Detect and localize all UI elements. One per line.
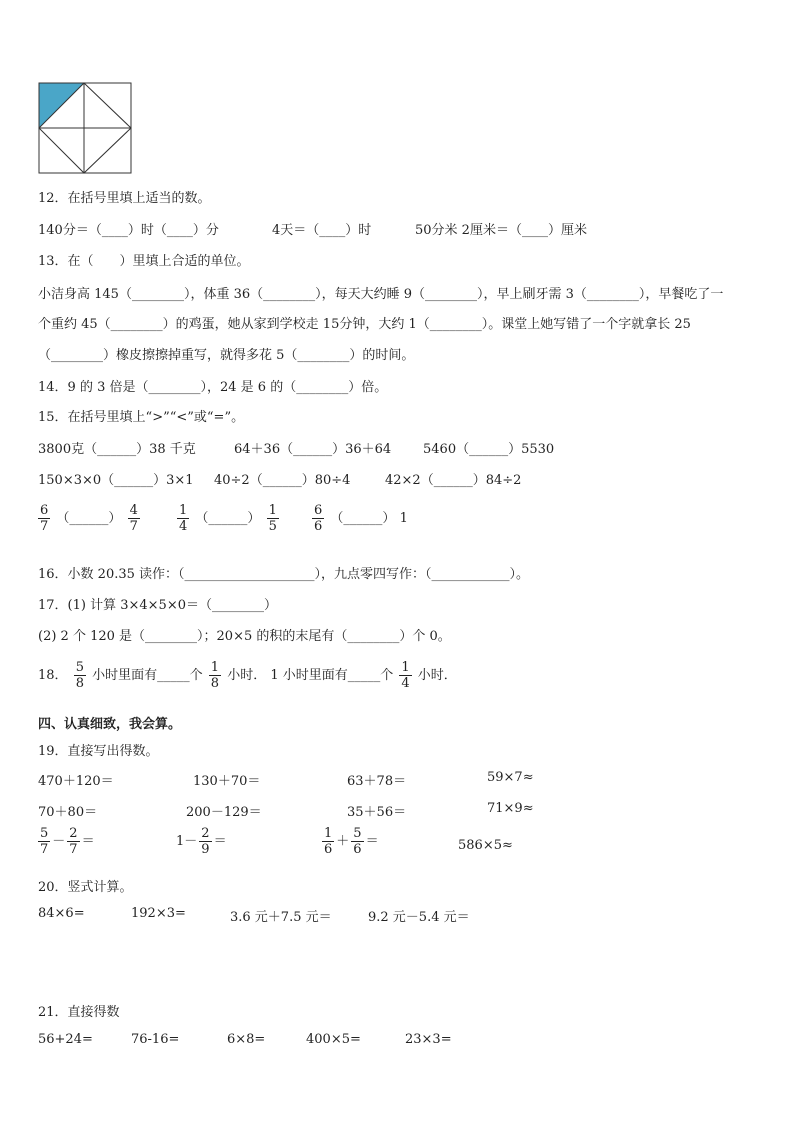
q20-calc-4[interactable]: 9.2 元－5.4 元＝: [368, 910, 470, 925]
q20-title: 20．竖式计算。: [38, 880, 133, 895]
q20-calc-1[interactable]: 84×6=: [38, 906, 85, 921]
q12-blank-1[interactable]: 140分＝（____）时（____）分: [38, 223, 219, 238]
q14-text[interactable]: 14．9 的 3 倍是（________），24 是 6 的（________）倍。: [38, 380, 388, 395]
q17-line-1[interactable]: 17．(1) 计算 3×4×5×0＝（________）: [38, 598, 277, 613]
q19-calc-3[interactable]: 63＋78＝: [347, 774, 407, 789]
q19-calc-10[interactable]: 1－ $\frac{2}{9}$ ＝: [176, 826, 227, 857]
q12-title: 12．在括号里填上适当的数。: [38, 191, 211, 206]
q15-compare-2[interactable]: 64＋36（______）36＋64: [234, 442, 392, 457]
q15-compare-4[interactable]: 150×3×0（______）3×1: [38, 473, 194, 488]
q12-blank-2[interactable]: 4天＝（____）时: [272, 223, 372, 238]
q17-line-2[interactable]: (2) 2 个 120 是（________）；20×5 的积的末尾有（________）个 0。: [38, 629, 451, 644]
q13-line-3[interactable]: （________）橡皮擦擦掉重写，就得多花 5（________）的时间。: [38, 348, 415, 363]
q21-calc-3[interactable]: 6×8=: [227, 1032, 266, 1047]
q19-calc-7[interactable]: 35＋56＝: [347, 805, 407, 820]
q20-calc-3[interactable]: 3.6 元＋7.5 元＝: [230, 910, 332, 925]
q19-calc-6[interactable]: 200－129＝: [186, 805, 262, 820]
q20-calc-2[interactable]: 192×3=: [131, 906, 186, 921]
q19-calc-11[interactable]: $\frac{1}{6}$ ＋ $\frac{5}{6}$ ＝: [324, 826, 379, 857]
q13-line-2[interactable]: 个重约 45（________）的鸡蛋，她从家到学校走 15分钟，大约 1（________）。课堂上她写错了一个字就拿长 25: [38, 317, 691, 332]
q15-fraction-compare-3[interactable]: $\frac{6}{6}$ （______） 1: [314, 503, 408, 534]
q13-title: 13．在（ ）里填上合适的单位。: [38, 254, 250, 269]
q21-title: 21．直接得数: [38, 1005, 120, 1020]
q12-blank-3[interactable]: 50分米 2厘米＝（____）厘米: [415, 223, 587, 238]
q19-calc-1[interactable]: 470＋120＝: [38, 774, 114, 789]
q15-compare-3[interactable]: 5460（______）5530: [423, 442, 555, 457]
q19-calc-2[interactable]: 130＋70＝: [193, 774, 261, 789]
q16-text[interactable]: 16．小数 20.35 读作：（____________________），九点零四写作：（____________）。: [38, 567, 530, 582]
q19-calc-4[interactable]: 59×7≈: [487, 770, 534, 785]
q19-calc-12[interactable]: 586×5≈: [458, 838, 513, 853]
q15-fraction-compare-2[interactable]: $\frac{1}{4}$ （______） $\frac{1}{5}$: [179, 503, 277, 534]
q19-calc-8[interactable]: 71×9≈: [487, 801, 534, 816]
q21-calc-4[interactable]: 400×5=: [306, 1032, 361, 1047]
q15-compare-1[interactable]: 3800克（______）38 千克: [38, 442, 196, 457]
q15-title: 15．在括号里填上“>”“<”或“=”。: [38, 410, 245, 425]
q21-calc-1[interactable]: 56+24=: [38, 1032, 93, 1047]
q21-calc-5[interactable]: 23×3=: [405, 1032, 452, 1047]
q19-calc-9[interactable]: $\frac{5}{7}$ － $\frac{2}{7}$ ＝: [40, 826, 95, 857]
square-diamond-figure: [38, 82, 132, 174]
q15-compare-6[interactable]: 42×2（______）84÷2: [385, 473, 522, 488]
q15-fraction-compare-1[interactable]: $\frac{6}{7}$ （______） $\frac{4}{7}$: [40, 503, 138, 534]
q19-calc-5[interactable]: 70＋80＝: [38, 805, 98, 820]
q19-title: 19．直接写出得数。: [38, 744, 159, 759]
section-four-heading: 四、认真细致，我会算。: [38, 717, 182, 732]
q15-compare-5[interactable]: 40÷2（______）80÷4: [214, 473, 351, 488]
q18-text[interactable]: 18． $\frac{5}{8}$ 小时里面有_____个 $\frac{1}{8}$ 小时． 1 小时里面有_____个 $\frac{1}{4}$ 小时．: [38, 660, 457, 691]
q13-line-1[interactable]: 小洁身高 145（________），体重 36（________），每天大约睡 9（________），早上刷牙需 3（________），早餐吃了一: [38, 287, 724, 302]
q21-calc-2[interactable]: 76-16=: [131, 1032, 180, 1047]
